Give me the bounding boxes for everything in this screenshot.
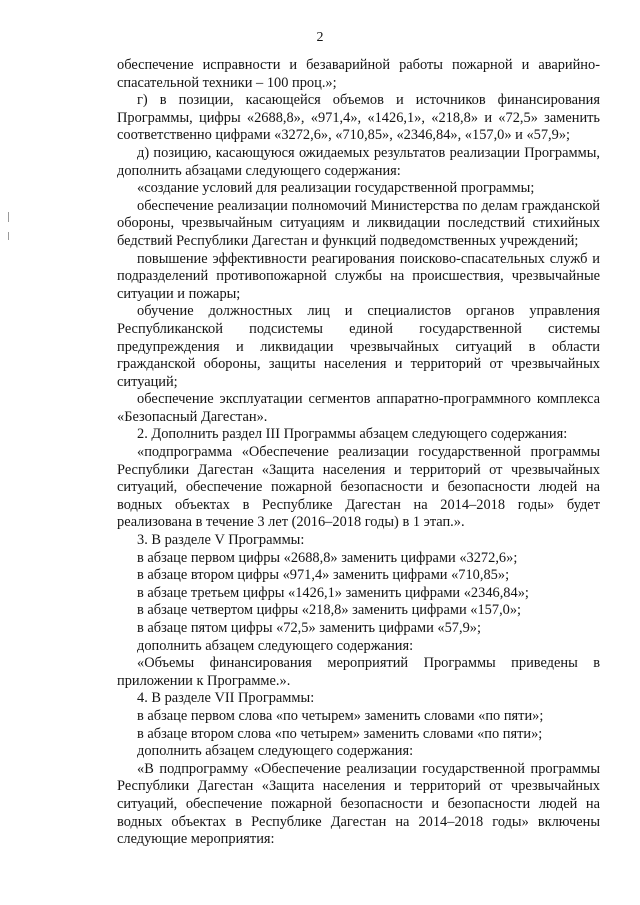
paragraph: в абзаце первом слова «по четырем» заменить словами «по пяти»; [137, 707, 544, 724]
paragraph: в абзаце пятом цифры «72,5» заменить цифрами «57,9»; [137, 620, 481, 636]
paragraph: 2. Дополнить раздел III Программы абзацем следующего содержания: [137, 426, 568, 443]
paragraph: обеспечение исправности и безаварийной работы пожарной и аварийно-спасательной техники – 100 проц.»; [117, 57, 600, 91]
paragraph: обучение должностных лиц и специалистов органов управления Республиканской подсистемы единой государственной системы предупреждения и ликвидации чрезвычайных ситуаций в области гражданской обороны, защиты населения и территорий от чрезвычайных ситуаций; [117, 303, 600, 390]
paragraph: 4. В разделе VII Программы: [137, 690, 315, 707]
paragraph: обеспечение реализации полномочий Министерства по делам гражданской обороны, чрезвычайным ситуациям и ликвидации последствий стихийных бедствий Республики Дагестан и функций подведомственных учреждений; [117, 197, 600, 249]
paragraph: обеспечение эксплуатации сегментов аппаратно-программного комплекса «Безопасный Дагестан». [117, 391, 600, 425]
scan-mark [8, 232, 9, 240]
paragraph: в абзаце первом цифры «2688,8» заменить цифрами «3272,6»; [137, 549, 518, 566]
paragraph: в абзаце четвертом цифры «218,8» заменить цифрами «157,0»; [137, 602, 522, 619]
paragraph: в абзаце втором цифры «971,4» заменить цифрами «710,85»; [137, 567, 510, 584]
paragraph: г) в позиции, касающейся объемов и источников финансирования Программы, цифры «2688,8», «971,4», «1426,1», «218,8» и «72,5» заменить соответственно цифрами «3272,6», «710,85», «2346,84», «157,0» и «57,9»; [117, 92, 600, 144]
page-number: 2 [316, 30, 324, 45]
paragraph: «В подпрограмму «Обеспечение реализации государственной программы Республики Дагестан «Защита населения и территорий от чрезвычайных ситуаций, обеспечение пожарной безопасности и безопасности людей на водных объектах в Республике Дагестан на 2014–2018 годы» включены следующие мероприятия: [117, 760, 600, 848]
paragraph: повышение эффективности реагирования поисково-спасательных служб и подразделений противопожарной службы на происшествия, чрезвычайные ситуации и пожары; [117, 250, 600, 302]
document-body [117, 57, 600, 849]
paragraph: в абзаце втором слова «по четырем» заменить словами «по пяти»; [137, 725, 543, 742]
scan-mark [8, 212, 9, 222]
paragraph: в абзаце третьем цифры «1426,1» заменить цифрами «2346,84»; [137, 584, 529, 601]
paragraph: «Объемы финансирования мероприятий Программы приведены в приложении к Программе.». [117, 655, 600, 689]
paragraph: д) позицию, касающуюся ожидаемых результатов реализации Программы, дополнить абзацами следующего содержания: [117, 144, 600, 179]
paragraph: «создание условий для реализации государственной программы; [137, 180, 535, 197]
paragraph: 3. В разделе V Программы: [137, 532, 305, 549]
paragraph: «подпрограмма «Обеспечение реализации государственной программы Республики Дагестан «Защита населения и территорий от чрезвычайных ситуаций, обеспечение пожарной безопасности и безопасности людей на водных объектах в Республике Дагестан на 2014–2018 годы» будет реализована в течение 3 лет (2016–2018 годы) в 1 этап.». [117, 444, 600, 531]
paragraph: дополнить абзацем следующего содержания: [137, 637, 414, 654]
paragraph: дополнить абзацем следующего содержания: [137, 743, 414, 760]
